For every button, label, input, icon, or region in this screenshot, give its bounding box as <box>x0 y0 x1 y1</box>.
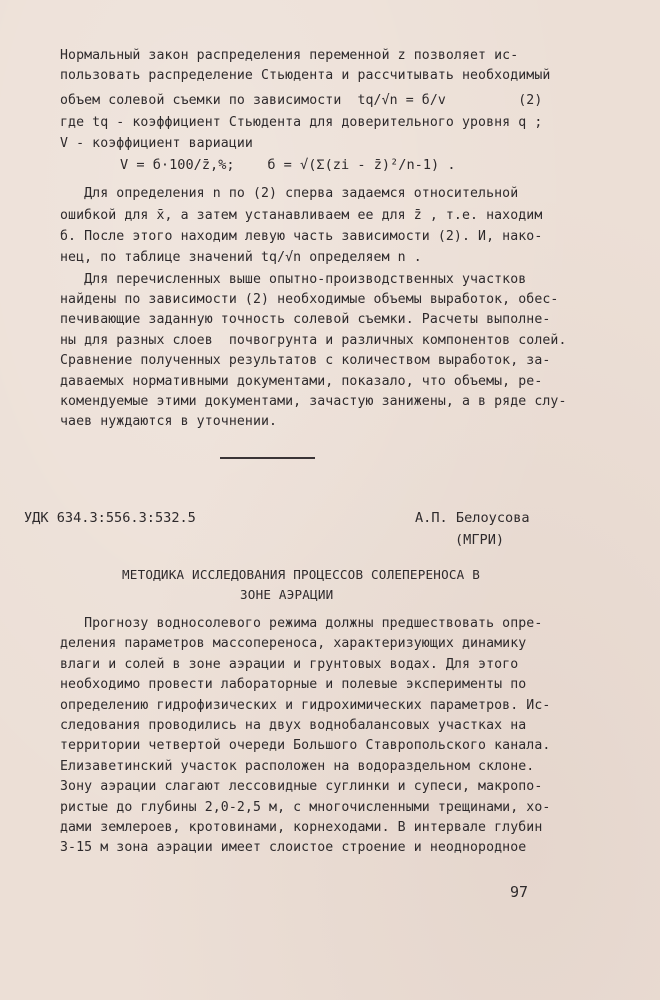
text-line: чаев нуждаются в уточнении. <box>60 414 278 430</box>
text-line: ошибкой для x̄, а затем устанавливаем ее для z̄ , т.е. находим <box>60 208 543 224</box>
article-title-line-1: МЕТОДИКА ИССЛЕДОВАНИЯ ПРОЦЕССОВ СОЛЕПЕРЕНОСА В <box>122 567 480 582</box>
text-line: Нормальный закон распределения переменной z позволяет ис- <box>60 48 519 63</box>
text-line: 3-15 м зона аэрации имеет слоистое строение и неоднородное <box>60 840 527 856</box>
variation-formula <box>120 154 520 176</box>
text-line: влаги и солей в зоне аэрации и грунтовых водах. Для этого <box>60 656 519 672</box>
text-line: Для перечисленных выше опытно-производственных участков <box>60 271 527 287</box>
author-name: А.П. Белоусова <box>415 510 530 526</box>
article-body-paragraph <box>60 614 580 859</box>
author-affiliation: (МГРИ) <box>455 532 505 548</box>
text-line: Прогнозу водносолевого режима должны предшествовать опре- <box>60 616 543 631</box>
text-line: ристые до глубины 2,0-2,5 м, с многочисленными трещинами, хо- <box>60 799 551 815</box>
text-line: ны для разных слоев почвогрунта и различных компонентов солей. <box>60 332 567 348</box>
article-title-line-2: ЗОНЕ АЭРАЦИИ <box>240 587 334 602</box>
text-line: Для определения n по (2) сперва задаемся относительной <box>60 186 519 201</box>
text-line: где tq - коэффициент Стьюдента для доверительного уровня q ; <box>60 115 543 131</box>
text-line: комендуемые этими документами, зачастую занижены, а в ряде слу- <box>60 394 567 410</box>
section-body-paragraphs <box>60 184 580 433</box>
section-intro-paragraph <box>60 46 580 154</box>
page-number: 97 <box>510 883 529 901</box>
text-line: необходимо провести лабораторные и полевые эксперименты по <box>60 677 527 693</box>
text-line: определению гидрофизических и гидрохимических параметров. Ис- <box>60 697 551 713</box>
text-line: нец, по таблице значений tq/√n определяем n . <box>60 250 422 266</box>
formula-text: V = б·100/z̄,%; б = √(Σ(zi - z̄)²/n-1) . <box>120 157 456 173</box>
text-line: даваемых нормативными документами, показало, что объемы, ре- <box>60 373 543 389</box>
udk-code: УДК 634.3:556.3:532.5 <box>24 510 196 526</box>
text-line: печивающие заданную точность солевой съемки. Расчеты выполне- <box>60 312 551 328</box>
text-line: дами землероев, кротовинами, корнеходами. В интервале глубин <box>60 820 543 836</box>
text-line: территории четвертой очереди Большого Ставропольского канала. <box>60 738 551 754</box>
text-line: V - коэффициент вариации <box>60 135 253 151</box>
text-line: найдены по зависимости (2) необходимые объемы выработок, обес- <box>60 292 559 308</box>
text-line: б. После этого находим левую часть зависимости (2). И, нако- <box>60 228 543 244</box>
text-line: Зону аэрации слагают лессовидные суглинки и супеси, макропо- <box>60 779 543 795</box>
text-line: деления параметров массопереноса, характеризующих динамику <box>60 636 527 652</box>
text-line: пользовать распределение Стьюдента и рассчитывать необходимый <box>60 68 551 84</box>
text-line: Елизаветинский участок расположен на водораздельном склоне. <box>60 758 535 774</box>
text-line: Сравнение полученных результатов с количеством выработок, за- <box>60 353 551 369</box>
text-line: объем солевой съемки по зависимости tq/√n = б/v (2) <box>60 92 543 108</box>
section-divider <box>220 457 315 459</box>
text-line: следования проводились на двух воднобалансовых участках на <box>60 718 527 734</box>
